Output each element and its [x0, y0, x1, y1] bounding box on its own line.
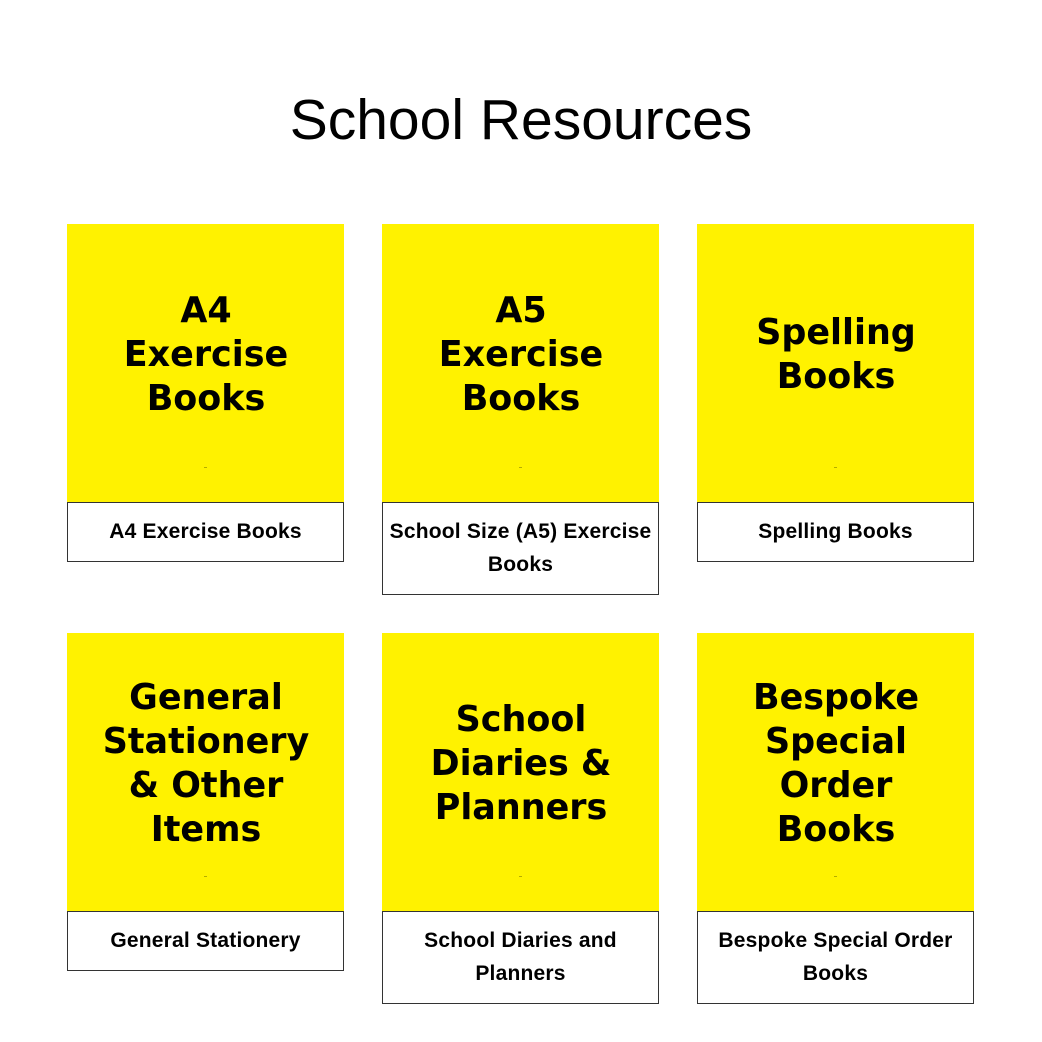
category-image-spelling-books[interactable]	[697, 224, 974, 502]
category-image-school-diaries-planners[interactable]	[382, 633, 659, 911]
category-image-text: A5 Exercise Books	[438, 290, 603, 419]
category-card-bespoke-special-order-books[interactable]	[697, 633, 974, 1004]
category-card-school-diaries-planners[interactable]	[382, 633, 659, 1004]
tile-mark	[519, 876, 522, 877]
category-image-bespoke-special-order-books[interactable]	[697, 633, 974, 911]
category-link-bespoke-special-order-books[interactable]: Bespoke Special Order Books	[697, 911, 974, 1004]
tile-mark	[834, 876, 837, 877]
category-link-a5-exercise-books[interactable]: School Size (A5) Exercise Books	[382, 502, 659, 595]
category-image-text: Bespoke Special Order Books	[752, 677, 919, 850]
tile-mark	[204, 467, 207, 468]
category-card-general-stationery[interactable]	[67, 633, 344, 971]
tile-mark	[204, 876, 207, 877]
category-image-a4-exercise-books[interactable]	[67, 224, 344, 502]
tile-mark	[519, 467, 522, 468]
category-link-spelling-books[interactable]: Spelling Books	[697, 502, 974, 562]
category-image-a5-exercise-books[interactable]	[382, 224, 659, 502]
category-link-school-diaries-planners[interactable]: School Diaries and Planners	[382, 911, 659, 1004]
category-card-spelling-books[interactable]	[697, 224, 974, 562]
category-card-a4-exercise-books[interactable]	[67, 224, 344, 562]
category-link-a4-exercise-books[interactable]: A4 Exercise Books	[67, 502, 344, 562]
category-link-general-stationery[interactable]: General Stationery	[67, 911, 344, 971]
category-image-text: School Diaries & Planners	[430, 699, 611, 828]
page-title: School Resources	[289, 88, 753, 152]
category-image-general-stationery[interactable]	[67, 633, 344, 911]
tile-mark	[834, 467, 837, 468]
category-image-text: A4 Exercise Books	[123, 290, 288, 419]
category-image-text: Spelling Books	[755, 312, 916, 397]
category-card-a5-exercise-books[interactable]	[382, 224, 659, 595]
category-image-text: General Stationery & Other Items	[102, 677, 309, 850]
